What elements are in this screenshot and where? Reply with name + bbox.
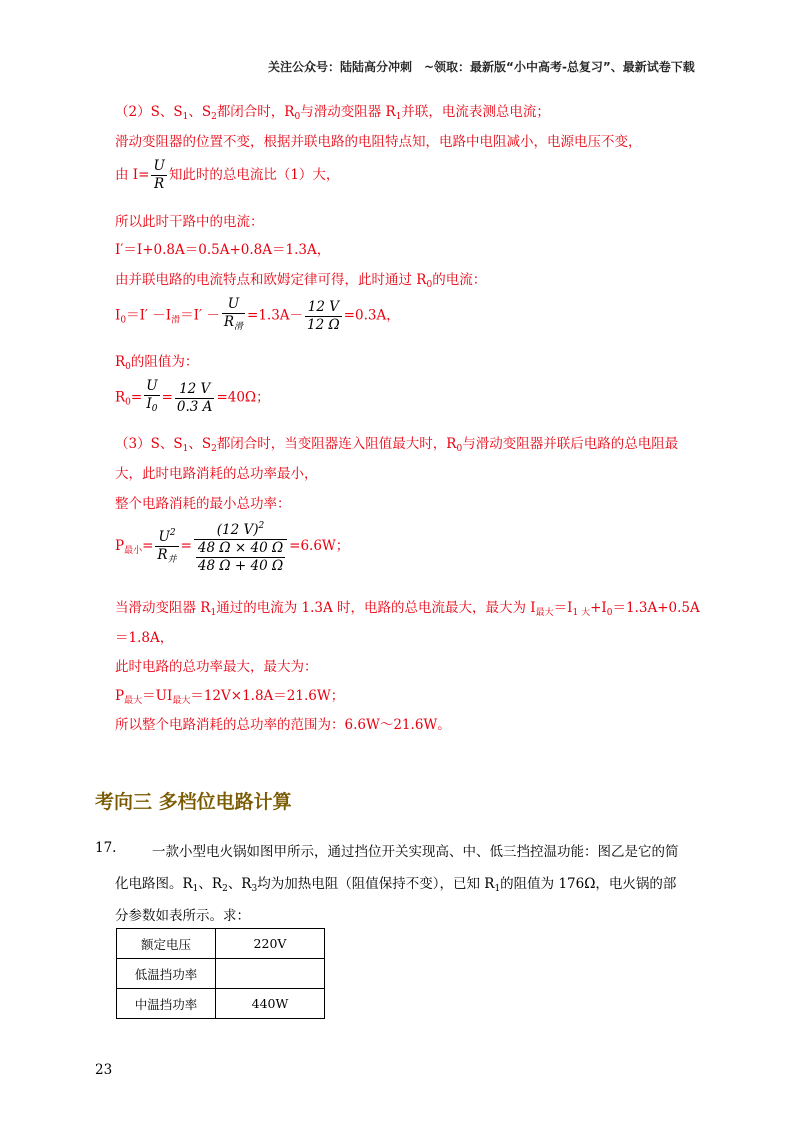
- solution-line-5: I′＝I+0.8A＝0.5A+0.8A＝1.3A，: [115, 242, 331, 258]
- solution-line-13: $P_{最小}=$ $\frac{U^2}{R_并}$ = $\frac{(12 V)^2}{\frac{48 \Omega \times 40 \Omega}{48 \Omega + 40 \Omega}}$ =6.6W；: [115, 518, 349, 575]
- solution-line-12: 整个电路消耗的最小总功率：: [115, 496, 291, 512]
- page-number: 23: [95, 1062, 113, 1078]
- solution-line-3: 由 I= $\frac{U}{R}$ 知此时的总电流比（1）大，: [115, 158, 340, 192]
- table-row: [117, 989, 325, 1019]
- fraction-u-over-r-slide: $\frac{U}{R_滑}$: [223, 296, 244, 332]
- solution-line-8: $R_0$的阻值为：: [115, 354, 199, 372]
- solution-line-9: $R_0=$ $\frac{U}{I_0}$ = $\frac{12 V}{0.3 A}$ =40Ω；: [115, 378, 270, 418]
- solution-line-11: 大，此时电路消耗的总功率最小，: [115, 466, 318, 482]
- question-line-2: 化电路图。$R_1$、$R_2$、$R_3$均为加热电阻（阻值保持不变），已知 $R_1$的阻值为 176Ω，电火锅的部: [115, 876, 677, 894]
- fraction-12v-over-03a: $\frac{12 V}{0.3 A}$: [176, 380, 213, 415]
- solution-line-15: ＝1.8A，: [115, 630, 174, 646]
- question-number: 17.: [95, 840, 117, 856]
- table-row: [117, 959, 325, 989]
- solution-line-6: 由并联电路的电流特点和欧姆定律可得，此时通过 $R_0$的电流：: [115, 272, 487, 290]
- table-cell-value: 220V: [216, 929, 325, 959]
- solution-line-7: $I_0=I' -I_滑=I'$ － $\frac{U}{R_滑}$ =1.3A－ $\frac{12 V}{12 \Omega}$ =0.3A，: [115, 296, 400, 336]
- solution-line-2: 滑动变阻器的位置不变，根据并联电路的电阻特点知，电路中电阻减小，电源电压不变，: [115, 134, 642, 150]
- solution-line-16: 此时电路的总功率最大，最大为：: [115, 659, 318, 675]
- table-cell-value: 440W: [216, 989, 325, 1019]
- table-cell-label: 额定电压: [117, 929, 216, 959]
- section-heading: 考向三 多档位电路计算: [95, 791, 292, 813]
- parameters-table: [116, 928, 325, 1019]
- solution-line-18: 所以整个电路消耗的总功率的范围为：6.6W～21.6W。: [115, 717, 451, 733]
- solution-line-14: 当滑动变阻器 $R_1$通过的电流为 1.3A 时，电路的总电流最大，最大为 $I_{最大}=I_{1 大}+I_0=1.3A+0.5A$: [115, 600, 700, 618]
- solution-line-4: 所以此时干路中的电流：: [115, 214, 264, 230]
- page-header: 关注公众号：陆陆高分冲刺 ~领取：最新版“小中高考-总复习”、最新试卷下载: [268, 60, 695, 74]
- fraction-u2-over-r-parallel: $\frac{U^2}{R_并}$: [155, 525, 178, 569]
- table-cell-label: 低温挡功率: [117, 959, 216, 989]
- solution-line-1: （2）S、$S_1$、$S_2$都闭合时，$R_0$与滑动变阻器 $R_1$并联，电流表测总电流；: [115, 104, 550, 122]
- fraction-u-over-r: $\frac{U}{R}$: [153, 158, 165, 192]
- question-line-1: 一款小型电火锅如图甲所示，通过挡位开关实现高、中、低三挡控温功能：图乙是它的简: [152, 844, 679, 860]
- solution-line-10: （3）S、$S_1$、$S_2$都闭合时，当变阻器连入阻值最大时，$R_0$与滑动变阻器并联后电路的总电阻最: [115, 436, 679, 454]
- table-row: [117, 929, 325, 959]
- solution-line-17: $P_{最大}=UI_{最大}=12V\times 1.8A=21.6W$；: [115, 688, 345, 706]
- fraction-12v-over-12ohm: $\frac{12 V}{12 \Omega}$: [307, 298, 340, 333]
- fraction-u-over-i0: $\frac{U}{I_0}$: [146, 378, 158, 414]
- table-cell-value: [216, 959, 325, 989]
- table-cell-label: 中温挡功率: [117, 989, 216, 1019]
- fraction-complex-power: $\frac{(12 V)^2}{\frac{48 \Omega \times 40 \Omega}{48 \Omega + 40 \Omega}}$: [194, 518, 287, 575]
- question-line-3: 分参数如表所示。求：: [115, 908, 250, 924]
